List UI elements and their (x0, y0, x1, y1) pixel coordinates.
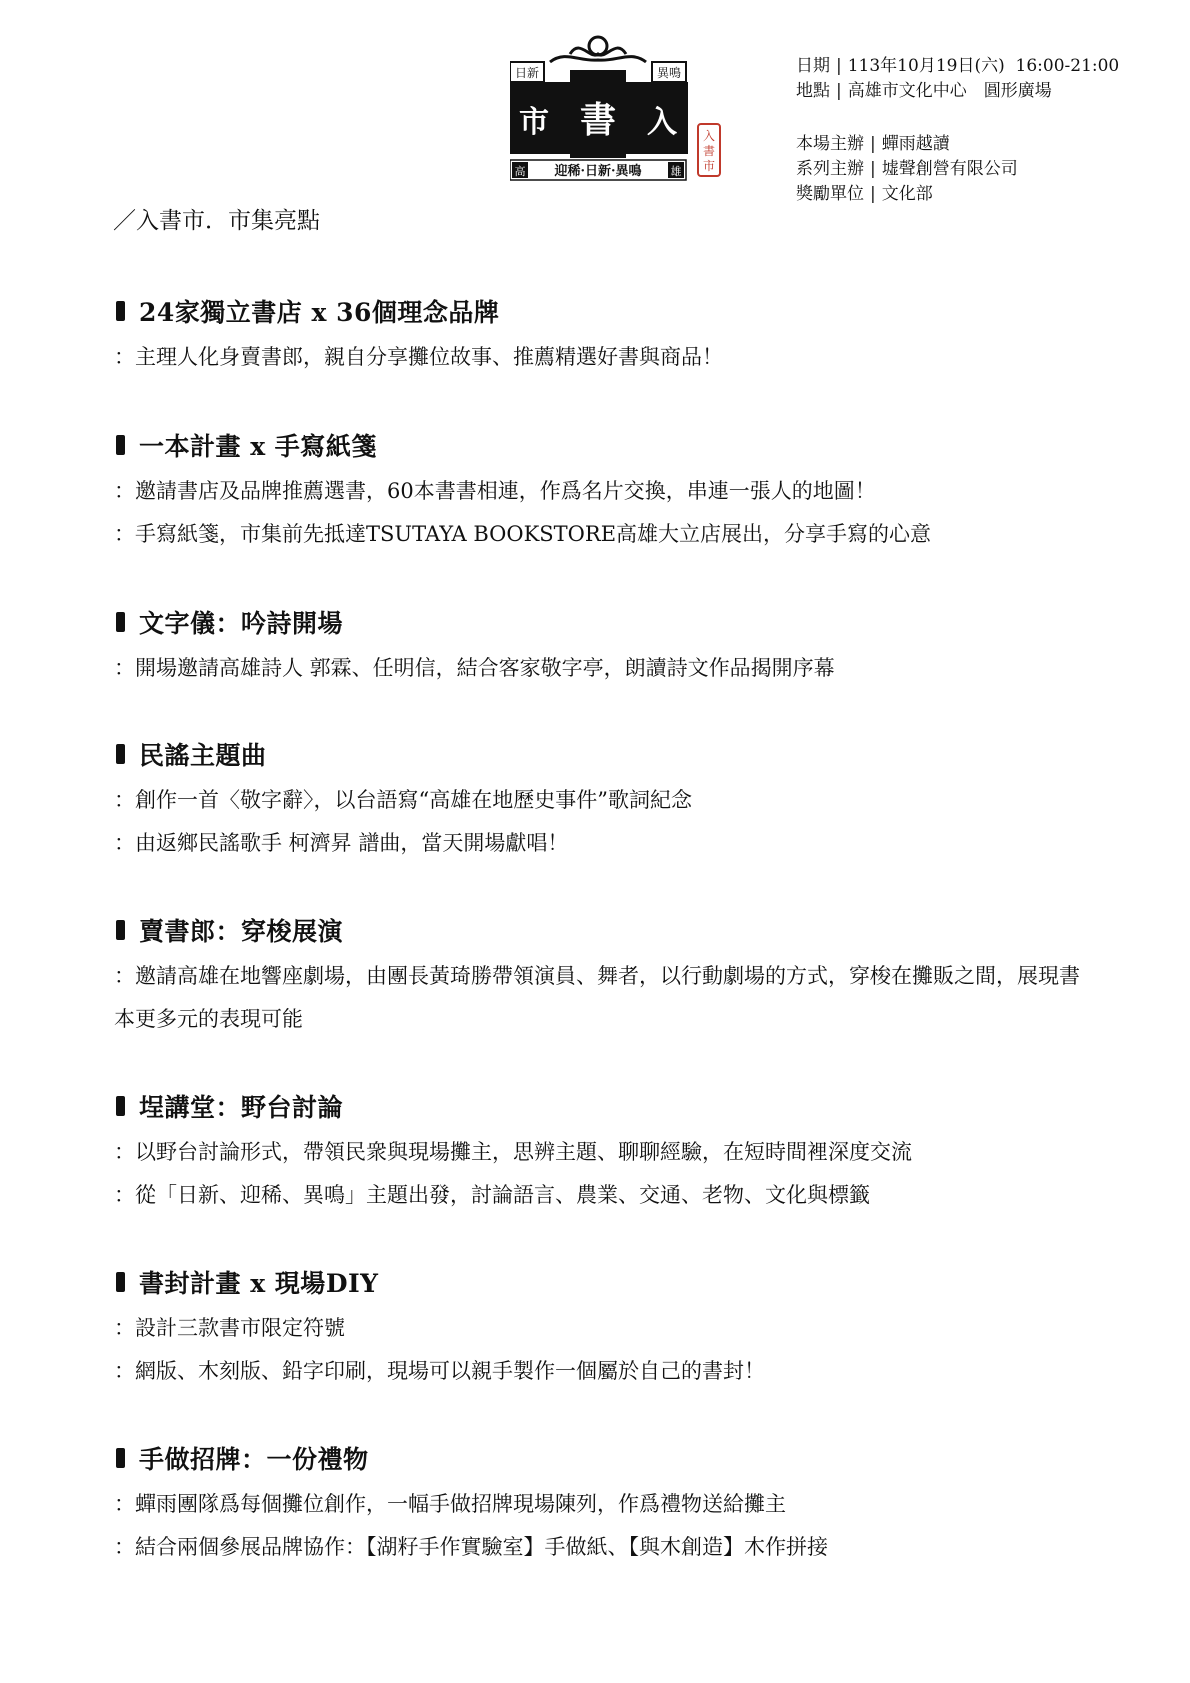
logo-char-1: 市 (519, 105, 549, 140)
section-title: 一本計畫 x 手寫紙箋 (139, 432, 377, 461)
logo-red-seal-char-2: 書 (702, 144, 716, 158)
highlight-section-folk-song (116, 737, 1096, 865)
info-sponsor-row (796, 182, 1119, 207)
section-title: 文字儀：吟詩開場 (139, 609, 344, 638)
section-marker (116, 612, 125, 632)
section-line: ：主理人化身賣書郎，親自分享攤位故事、推薦精選好書與商品！ (114, 345, 723, 369)
section-line: ：邀請書店及品牌推薦選書，60本書書相連，作爲名片交換，串連一張人的地圖！ (114, 479, 876, 503)
section-marker (116, 920, 125, 940)
section-line: ：結合兩個參展品牌協作：【湖籽手作實驗室】手做紙、【與木創造】木作拼接 (114, 1535, 828, 1559)
info-separator: | (836, 56, 842, 76)
info-venue-row (796, 79, 1119, 104)
section-marker (116, 744, 125, 764)
event-info (796, 54, 1119, 207)
logo-crest-ornament (550, 37, 646, 62)
logo-tag-left-text: 日新 (514, 66, 540, 80)
info-separator: | (870, 184, 876, 204)
highlight-section-bookstores (116, 294, 1096, 379)
logo-red-seal-char-3: 市 (702, 159, 716, 173)
highlight-section-handmade-sign (116, 1441, 1096, 1569)
info-separator: | (870, 159, 876, 179)
info-host-value: 蟬雨越讀 (881, 134, 950, 154)
info-series-host-label: 系列主辦 (796, 159, 864, 179)
section-marker (116, 1272, 125, 1292)
info-host-row (796, 132, 1119, 157)
section-title: 書封計畫 x 現場DIY (139, 1269, 379, 1298)
info-series-host-value: 墟聲創營有限公司 (881, 159, 1018, 179)
info-separator: | (836, 81, 842, 101)
highlight-section-book-cover-diy (116, 1265, 1096, 1393)
logo-char-2: 書 (579, 99, 617, 141)
section-marker (116, 1096, 125, 1116)
section-title: 手做招牌：一份禮物 (139, 1445, 369, 1474)
section-line: ：網版、木刻版、鉛字印刷，現場可以親手製作一個屬於自己的書封！ (114, 1359, 765, 1383)
info-separator: | (870, 134, 876, 154)
section-title: 民謠主題曲 (139, 741, 267, 770)
info-series-host-row (796, 157, 1119, 182)
highlight-section-one-book-plan (116, 428, 1096, 556)
section-marker (116, 1448, 125, 1468)
section-title: 賣書郎：穿梭展演 (139, 917, 344, 946)
section-line: ：創作一首〈敬字辭〉，以台語寫“高雄在地歷史事件”歌詞紀念 (114, 788, 692, 812)
info-venue-label: 地點 (796, 81, 830, 101)
info-sponsor-value: 文化部 (881, 184, 933, 204)
section-title: 24家獨立書店 x 36個理念品牌 (139, 298, 500, 327)
section-line: ：設計三款書市限定符號 (114, 1316, 345, 1340)
logo-red-seal-char-1: 入 (702, 129, 716, 143)
section-line: ：手寫紙箋，市集前先抵達TSUTAYA BOOKSTORE高雄大立店展出，分享手寫的心意 (114, 522, 932, 546)
info-venue-value: 高雄市文化中心 圓形廣場 (847, 81, 1052, 101)
section-line: ：邀請高雄在地響座劇場，由團長黃琦勝帶領演員、舞者，以行動劇場的方式，穿梭在攤販之間，展現書本更多元的表現可能 (114, 964, 1080, 1031)
section-line: ：從「日新、迎稀、異鳴」主題出發，討論語言、農業、交通、老物、文化與標籤 (114, 1183, 870, 1207)
highlight-section-poetry-opening (116, 605, 1096, 690)
section-line: ：由返鄉民謠歌手 柯濟昇 譜曲，當天開場獻唱！ (114, 831, 569, 855)
logo-bottom-right-mark-text: 雄 (670, 165, 682, 178)
section-line: ：以野台討論形式，帶領民衆與現場攤主，思辨主題、聊聊經驗，在短時間裡深度交流 (114, 1140, 912, 1164)
section-marker (116, 301, 125, 321)
info-host-label: 本場主辦 (796, 134, 864, 154)
info-date-label: 日期 (796, 56, 830, 76)
info-sponsor-label: 獎勵單位 (796, 184, 864, 204)
highlight-section-open-forum (116, 1089, 1096, 1217)
page-title: ／入書市．市集亮點 (113, 208, 320, 234)
logo-bottom-left-mark-text: 高 (514, 165, 526, 178)
logo-char-3: 入 (647, 105, 677, 140)
section-title: 埕講堂：野台討論 (139, 1093, 344, 1122)
brand-logo (510, 32, 730, 182)
info-date-value: 113年10月19日(六) 16:00-21:00 (847, 56, 1120, 76)
section-line: ：開場邀請高雄詩人 郭霖、任明信，結合客家敬字亭，朗讀詩文作品揭開序幕 (114, 656, 835, 680)
logo-bottom-band-text: 迎稀·日新·異鳴 (554, 164, 642, 179)
section-marker (116, 435, 125, 455)
highlight-section-performance (116, 913, 1096, 1041)
logo-tag-right-text: 異鳴 (656, 66, 682, 80)
info-date-row (796, 54, 1119, 79)
section-line: ：蟬雨團隊爲每個攤位創作，一幅手做招牌現場陳列，作爲禮物送給攤主 (114, 1492, 786, 1516)
